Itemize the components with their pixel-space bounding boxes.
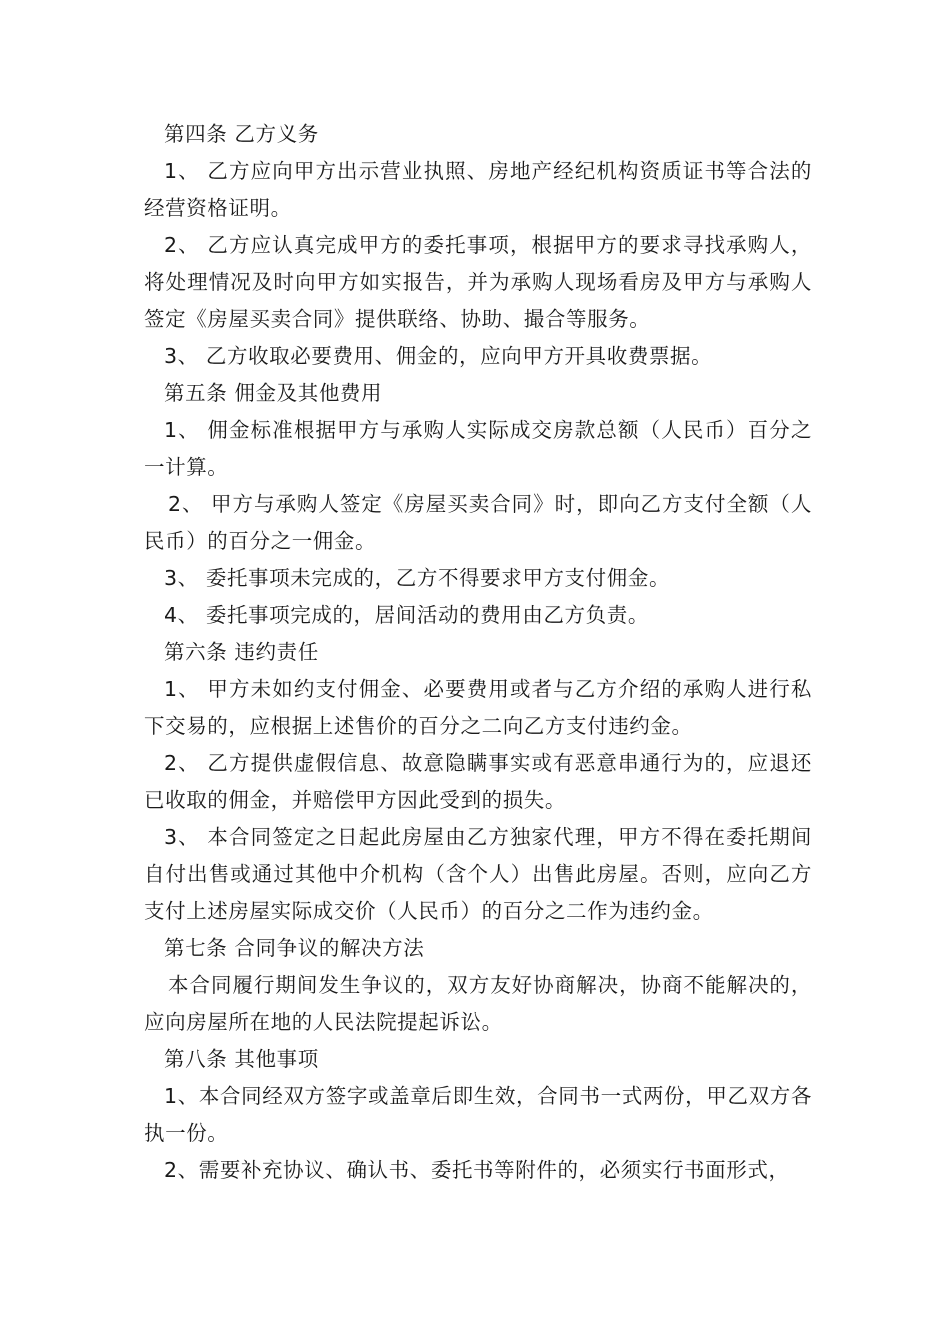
article-heading: 第四条 乙方义务 [164,122,319,146]
article-heading: 第五条 佣金及其他费用 [164,381,383,405]
document-body [144,116,812,1189]
clause-paragraph: 1、 乙方应向甲方出示营业执照、房地产经纪机构资质证书等合法的经营资格证明。 [144,159,812,220]
clause-paragraph: 3、 乙方收取必要费用、佣金的，应向甲方开具收费票据。 [164,344,713,368]
clause-paragraph: 1、 佣金标准根据甲方与承购人实际成交房款总额（人民币）百分之一计算。 [144,418,812,479]
clause-paragraph: 1、本合同经双方签字或盖章后即生效，合同书一式两份，甲乙双方各执一份。 [144,1084,812,1145]
body-paragraph: 本合同履行期间发生争议的，双方友好协商解决，协商不能解决的，应向房屋所在地的人民法院提起诉讼。 [144,973,812,1034]
clause-paragraph: 3、 本合同签定之日起此房屋由乙方独家代理，甲方不得在委托期间自付出售或通过其他中介机构（含个人）出售此房屋。否则，应向乙方支付上述房屋实际成交价（人民币）的百分之二作为违约金。 [144,825,812,923]
clause-paragraph: 3、 委托事项未完成的，乙方不得要求甲方支付佣金。 [164,566,671,590]
clause-paragraph: 2、需要补充协议、确认书、委托书等附件的，必须实行书面形式， [164,1158,790,1182]
article-heading: 第八条 其他事项 [164,1047,319,1071]
clause-paragraph: 2、 乙方提供虚假信息、故意隐瞒事实或有恶意串通行为的，应退还已收取的佣金，并赔偿甲方因此受到的损失。 [144,751,812,812]
clause-paragraph: 2、 甲方与承购人签定《房屋买卖合同》时，即向乙方支付全额（人民币）的百分之一佣金。 [144,492,812,553]
clause-paragraph: 1、 甲方未如约支付佣金、必要费用或者与乙方介绍的承购人进行私下交易的，应根据上述售价的百分之二向乙方支付违约金。 [144,677,812,738]
article-heading: 第七条 合同争议的解决方法 [164,936,425,960]
clause-paragraph: 2、 乙方应认真完成甲方的委托事项，根据甲方的要求寻找承购人，将处理情况及时向甲方如实报告，并为承购人现场看房及甲方与承购人签定《房屋买卖合同》提供联络、协助、撮合等服务。 [144,233,812,331]
clause-paragraph: 4、 委托事项完成的，居间活动的费用由乙方负责。 [164,603,649,627]
article-heading: 第六条 违约责任 [164,640,319,664]
